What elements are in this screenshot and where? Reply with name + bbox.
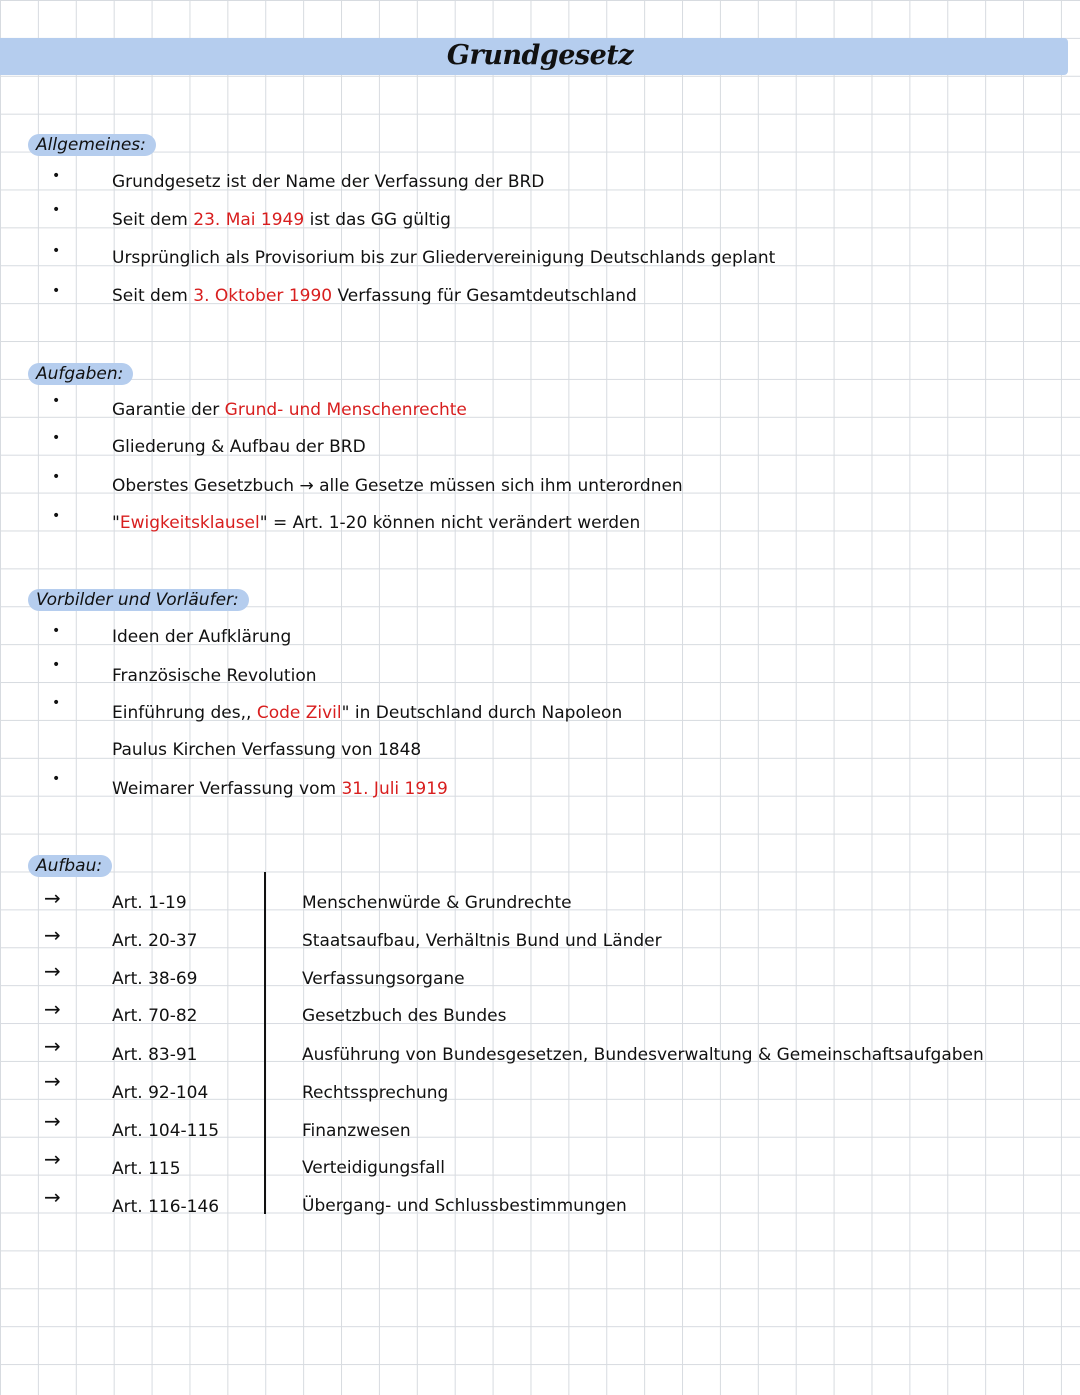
article-range: Art. 83-91 — [112, 1045, 198, 1065]
arrow-icon: → — [44, 959, 61, 983]
arrow-icon: → — [44, 1147, 61, 1171]
list-item: Weimarer Verfassung vom 31. Juli 1919 — [112, 779, 448, 799]
arrow-icon: → — [44, 1109, 61, 1133]
article-description: Finanzwesen — [302, 1121, 411, 1141]
list-item: Einführung des,, Code Zivil" in Deutschland durch Napoleon — [112, 703, 623, 723]
article-description: Menschenwürde & Grundrechte — [302, 893, 572, 913]
article-description: Verfassungsorgane — [302, 969, 465, 989]
bullet-icon: • — [52, 202, 61, 218]
article-range: Art. 38-69 — [112, 969, 198, 989]
list-item: "Ewigkeitsklausel" = Art. 1-20 können nicht verändert werden — [112, 513, 641, 533]
article-range: Art. 20-37 — [112, 931, 198, 951]
list-item: Seit dem 23. Mai 1949 ist das GG gültig — [112, 210, 451, 230]
arrow-icon: → — [44, 1069, 61, 1093]
heading-aufgaben: Aufgaben: — [28, 363, 133, 385]
list-item: Garantie der Grund- und Menschenrechte — [112, 400, 467, 420]
list-item: Gliederung & Aufbau der BRD — [112, 437, 366, 457]
table-divider — [264, 872, 266, 1214]
bullet-icon: • — [52, 393, 61, 409]
list-item: Grundgesetz ist der Name der Verfassung der BRD — [112, 172, 545, 192]
bullet-icon: • — [52, 508, 61, 524]
article-description: Ausführung von Bundesgesetzen, Bundesverwaltung & Gemeinschaftsaufgaben — [302, 1045, 984, 1065]
arrow-icon: → — [44, 923, 61, 947]
article-description: Rechtssprechung — [302, 1083, 449, 1103]
list-item: Französische Revolution — [112, 666, 317, 686]
list-item: Ideen der Aufklärung — [112, 627, 292, 647]
list-item: Paulus Kirchen Verfassung von 1848 — [112, 740, 422, 760]
bullet-icon: • — [52, 283, 61, 299]
article-range: Art. 1-19 — [112, 893, 187, 913]
bullet-icon: • — [52, 771, 61, 787]
list-item: Seit dem 3. Oktober 1990 Verfassung für Gesamtdeutschland — [112, 286, 637, 306]
article-range: Art. 104-115 — [112, 1121, 220, 1141]
bullet-icon: • — [52, 469, 61, 485]
list-item: Oberstes Gesetzbuch → alle Gesetze müssen sich ihm unterordnen — [112, 476, 683, 496]
heading-aufbau: Aufbau: — [28, 855, 112, 877]
page-title: Grundgesetz — [446, 40, 634, 71]
heading-allgemeines: Allgemeines: — [28, 134, 156, 156]
bullet-icon: • — [52, 657, 61, 673]
article-description: Verteidigungsfall — [302, 1158, 445, 1178]
bullet-icon: • — [52, 623, 61, 639]
bullet-icon: • — [52, 243, 61, 259]
bullet-icon: • — [52, 430, 61, 446]
article-range: Art. 92-104 — [112, 1083, 209, 1103]
arrow-icon: → — [44, 1185, 61, 1209]
article-range: Art. 70-82 — [112, 1006, 198, 1026]
arrow-icon: → — [44, 997, 61, 1021]
arrow-icon: → — [44, 1034, 61, 1058]
article-description: Staatsaufbau, Verhältnis Bund und Länder — [302, 931, 662, 951]
article-range: Art. 115 — [112, 1159, 181, 1179]
heading-vorbilder: Vorbilder und Vorläufer: — [28, 589, 249, 611]
article-description: Gesetzbuch des Bundes — [302, 1006, 507, 1026]
arrow-icon: → — [44, 886, 61, 910]
article-description: Übergang- und Schlussbestimmungen — [302, 1196, 627, 1216]
bullet-icon: • — [52, 695, 61, 711]
article-range: Art. 116-146 — [112, 1197, 220, 1217]
bullet-icon: • — [52, 168, 61, 184]
list-item: Ursprünglich als Provisorium bis zur Gliedervereinigung Deutschlands geplant — [112, 248, 776, 268]
